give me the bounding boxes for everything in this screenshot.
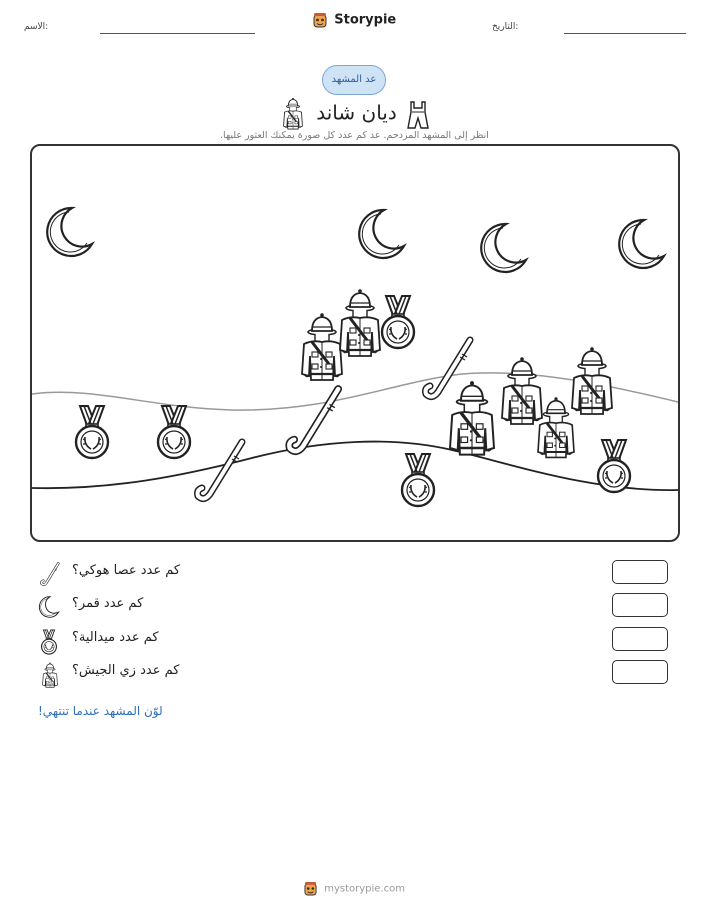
storypie-logo-icon (313, 12, 327, 28)
moon-icon (38, 595, 62, 619)
question-text: كم عدد زي الجيش؟ (72, 663, 180, 678)
moon-icon (47, 208, 92, 256)
hockey-stick-icon (426, 340, 471, 397)
brand-name: Storypie (334, 12, 397, 28)
question-row-hockey-stick (30, 560, 680, 586)
medal-icon (402, 454, 434, 506)
overalls-icon (407, 99, 429, 129)
hockey-stick-icon (38, 562, 62, 586)
medal-icon (158, 406, 190, 458)
date-label: التاريخ: (492, 22, 519, 32)
answer-box-medal[interactable] (612, 627, 668, 651)
footer-url[interactable]: mystorypie.com (324, 883, 405, 895)
medal-icon (38, 629, 60, 655)
front-hill-line (32, 442, 678, 491)
storypie-logo-icon (304, 881, 317, 896)
page-title (0, 98, 709, 130)
medal-icon (382, 296, 414, 348)
date-line[interactable] (564, 33, 686, 34)
question-row-army-uniform (30, 660, 680, 686)
question-text: كم عدد عصا هوكي؟ (72, 563, 181, 578)
question-text: كم عدد ميدالية؟ (72, 630, 159, 645)
answer-box-moon[interactable] (612, 593, 668, 617)
scene-illustration (32, 146, 678, 540)
instructions: انظر إلى المشهد المزدحم. عد كم عدد كل صورة يمكنك العثور عليها. (220, 130, 489, 141)
name-line[interactable] (100, 33, 255, 34)
brand-header (0, 12, 709, 28)
question-row-medal (30, 627, 680, 653)
title-text: ديان شاند (316, 100, 397, 125)
scene-count-badge: عد المشهد (322, 65, 386, 95)
counting-scene (30, 144, 680, 542)
medal-icon (598, 440, 630, 492)
army-uniform-icon (280, 98, 306, 130)
moon-icon (619, 220, 664, 268)
medal-icon (76, 406, 108, 458)
army-uniform-icon (538, 397, 574, 457)
army-uniform-icon (502, 357, 542, 424)
footer (0, 881, 709, 896)
moon-icon (359, 210, 404, 258)
name-label: الاسم: (24, 22, 49, 32)
coloring-note: لوّن المشهد عندما تنتهي! (38, 704, 163, 718)
army-uniform-icon (572, 347, 612, 414)
question-row-moon (30, 593, 680, 619)
army-uniform-icon (450, 381, 494, 454)
army-uniform-icon (38, 662, 62, 688)
moon-icon (481, 224, 526, 272)
answer-box-hockey-stick[interactable] (612, 560, 668, 584)
answer-box-army-uniform[interactable] (612, 660, 668, 684)
army-uniform-icon (340, 289, 380, 356)
army-uniform-icon (302, 313, 342, 380)
hockey-stick-icon (289, 389, 338, 451)
question-text: كم عدد قمر؟ (72, 596, 144, 611)
